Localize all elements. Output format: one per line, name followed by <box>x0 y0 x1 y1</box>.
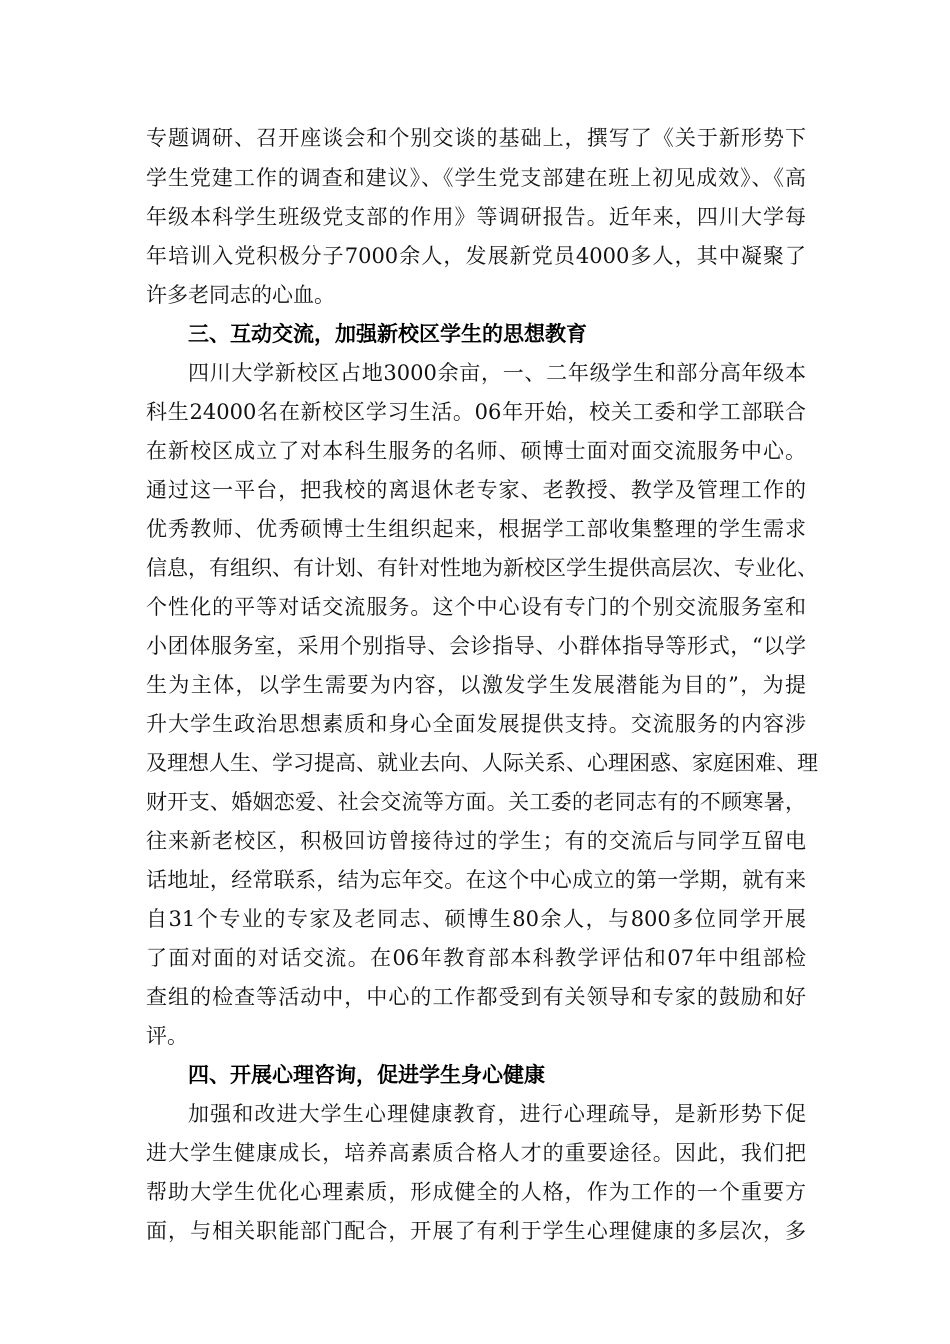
section-heading-4: 四、开展心理咨询，促进学生身心健康 <box>188 1063 545 1087</box>
paragraph-2-line: 小团体服务室，采用个别指导、会诊指导、小群体指导等形式，“以学 <box>146 634 806 658</box>
paragraph-2-line: 升大学生政治思想素质和身心全面发展提供支持。交流服务的内容涉 <box>146 712 806 736</box>
paragraph-2-line: 评。 <box>146 1024 188 1048</box>
paragraph-1-line: 年级本科学生班级党支部的作用》等调研报告。近年来，四川大学每 <box>146 205 806 229</box>
section-heading-3: 三、互动交流，加强新校区学生的思想教育 <box>188 322 587 346</box>
paragraph-2-line: 财开支、婚姻恋爱、社会交流等方面。关工委的老同志有的不顾寒暑， <box>146 790 806 814</box>
paragraph-2-line: 往来新老校区，积极回访曾接待过的学生；有的交流后与同学互留电 <box>146 829 806 853</box>
paragraph-3-line: 面，与相关职能部门配合，开展了有利于学生心理健康的多层次，多 <box>146 1219 806 1243</box>
paragraph-2-line: 在新校区成立了对本科生服务的名师、硕博士面对面交流服务中心。 <box>146 439 806 463</box>
paragraph-3-line: 进大学生健康成长，培养高素质合格人才的重要途径。因此，我们把 <box>146 1141 806 1165</box>
paragraph-2-line: 生为主体，以学生需要为内容，以激发学生发展潜能为目的”，为提 <box>146 673 806 697</box>
paragraph-2-line: 个性化的平等对话交流服务。这个中心设有专门的个别交流服务室和 <box>146 595 806 619</box>
paragraph-2-line: 信息，有组织、有计划、有针对性地为新校区学生提供高层次、专业化、 <box>146 556 818 580</box>
paragraph-2-line: 通过这一平台，把我校的离退休老专家、老教授、教学及管理工作的 <box>146 478 806 502</box>
paragraph-2-line: 四川大学新校区占地3000余亩，一、二年级学生和部分高年级本 <box>188 361 806 385</box>
paragraph-2-line: 及理想人生、学习提高、就业去向、人际关系、心理困惑、家庭困难、理 <box>146 751 818 775</box>
paragraph-1-line: 专题调研、召开座谈会和个别交谈的基础上，撰写了《关于新形势下 <box>146 126 806 150</box>
paragraph-2-line: 话地址，经常联系，结为忘年交。在这个中心成立的第一学期，就有来 <box>146 868 806 892</box>
paragraph-3-line: 加强和改进大学生心理健康教育，进行心理疏导，是新形势下促 <box>188 1102 806 1126</box>
paragraph-1-line: 许多老同志的心血。 <box>146 283 335 307</box>
paragraph-2-line: 了面对面的对话交流。在06年教育部本科教学评估和07年中组部检 <box>146 946 806 970</box>
paragraph-2-line: 优秀教师、优秀硕博士生组织起来，根据学工部收集整理的学生需求 <box>146 517 806 541</box>
paragraph-2-line: 查组的检查等活动中，中心的工作都受到有关领导和专家的鼓励和好 <box>146 985 806 1009</box>
paragraph-3-line: 帮助大学生优化心理素质，形成健全的人格，作为工作的一个重要方 <box>146 1180 806 1204</box>
paragraph-2-line: 自31个专业的专家及老同志、硕博生80余人，与800多位同学开展 <box>146 907 806 931</box>
paragraph-2-line: 科生24000名在新校区学习生活。06年开始，校关工委和学工部联合 <box>146 400 806 424</box>
paragraph-1-line: 学生党建工作的调查和建议》、《学生党支部建在班上初见成效》、《高 <box>146 166 806 190</box>
paragraph-1-line: 年培训入党积极分子7000余人，发展新党员4000多人，其中凝聚了 <box>146 244 806 268</box>
